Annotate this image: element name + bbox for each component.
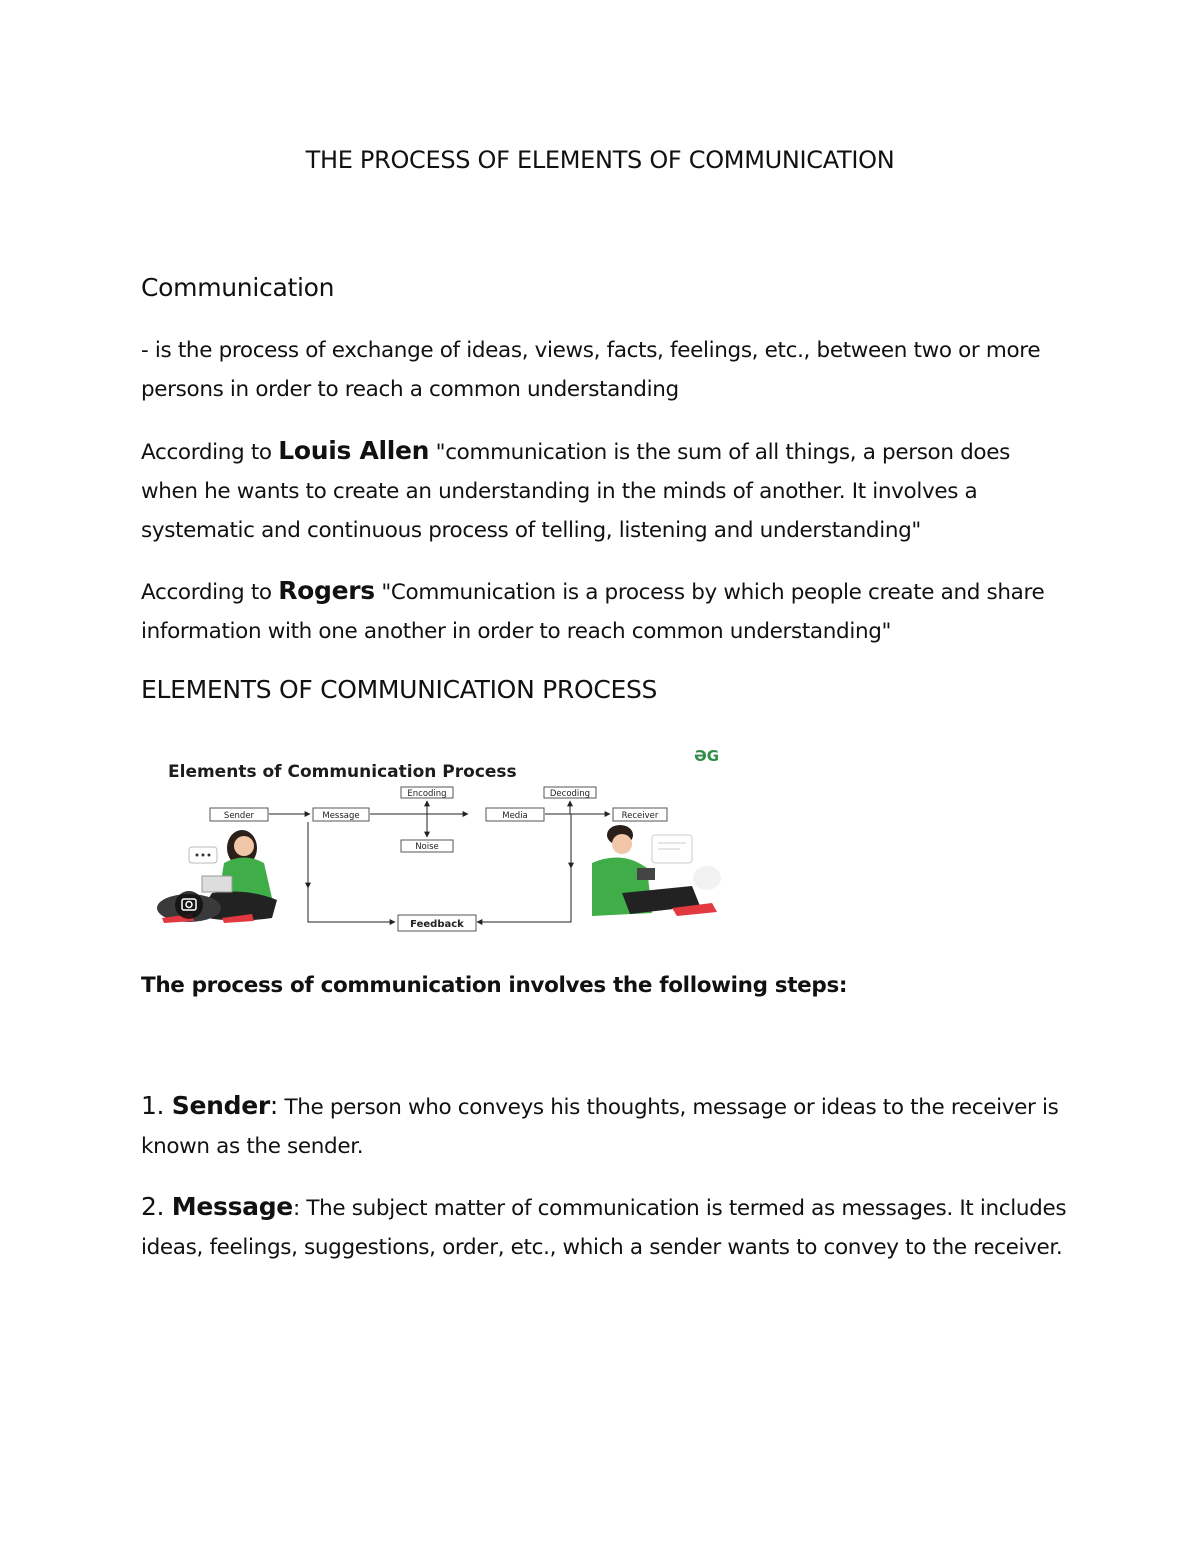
step-separator: : <box>292 1196 300 1221</box>
box-encoding <box>401 787 453 799</box>
step-separator: : <box>269 1091 278 1120</box>
label-message: Message <box>322 811 360 821</box>
label-media: Media <box>502 811 528 821</box>
sender-person-illustration <box>157 830 277 923</box>
box-sender <box>210 808 268 821</box>
step-term: Sender <box>171 1091 270 1120</box>
brand-logo: ƏG <box>694 747 720 765</box>
communication-process-diagram <box>152 728 736 940</box>
step-number: 1. <box>141 1091 172 1120</box>
receiver-person-illustration <box>592 825 721 916</box>
diagram-title: Elements of Communication Process <box>168 762 517 782</box>
definition-paragraph: - is the process of exchange of ideas, views, facts, feelings, etc., between two or more persons in order to reach a common understanding <box>141 338 1041 402</box>
step-number: 2. <box>141 1192 172 1221</box>
label-encoding: Encoding <box>407 789 447 799</box>
quote-prefix: According to <box>141 440 279 465</box>
label-sender: Sender <box>223 811 255 821</box>
section-heading-elements: ELEMENTS OF COMMUNICATION PROCESS <box>141 675 658 704</box>
quote-louis-allen <box>141 431 1071 550</box>
label-receiver: Receiver <box>621 811 659 821</box>
quote-text: "communication is the sum of all things, a person does when he wants to create an understanding in the minds of another. It involves a systematic and continuous process of telling, listening and understanding" <box>141 440 1010 543</box>
quote-text: "Communication is a process by which people create and share information with one another in order to reach common understanding" <box>141 580 1045 644</box>
box-noise <box>401 840 453 852</box>
label-decoding: Decoding <box>549 789 591 799</box>
box-receiver <box>613 808 667 821</box>
steps-intro: The process of communication involves the following steps: <box>141 973 848 998</box>
diagram-svg <box>152 728 736 940</box>
step-2 <box>141 1187 1071 1267</box>
box-decoding <box>544 787 596 799</box>
step-text: The subject matter of communication is termed as messages. It includes ideas, feelings, suggestions, order, etc., which a sender wants to convey to the receiver. <box>141 1196 1067 1260</box>
box-message <box>313 808 369 821</box>
label-noise: Noise <box>415 842 439 852</box>
box-feedback <box>398 915 476 931</box>
label-feedback: Feedback <box>410 919 464 930</box>
quote-rogers <box>141 571 1071 651</box>
section-heading-communication: Communication <box>141 273 335 302</box>
quote-prefix: According to <box>141 580 279 605</box>
step-1 <box>141 1086 1071 1166</box>
author-name: Rogers <box>278 576 375 605</box>
step-text: The person who conveys his thoughts, message or ideas to the receiver is known as the sender. <box>141 1095 1059 1159</box>
author-name: Louis Allen <box>278 436 430 465</box>
box-media <box>486 808 544 821</box>
document-title: THE PROCESS OF ELEMENTS OF COMMUNICATION <box>305 146 895 174</box>
step-term: Message <box>171 1192 293 1221</box>
